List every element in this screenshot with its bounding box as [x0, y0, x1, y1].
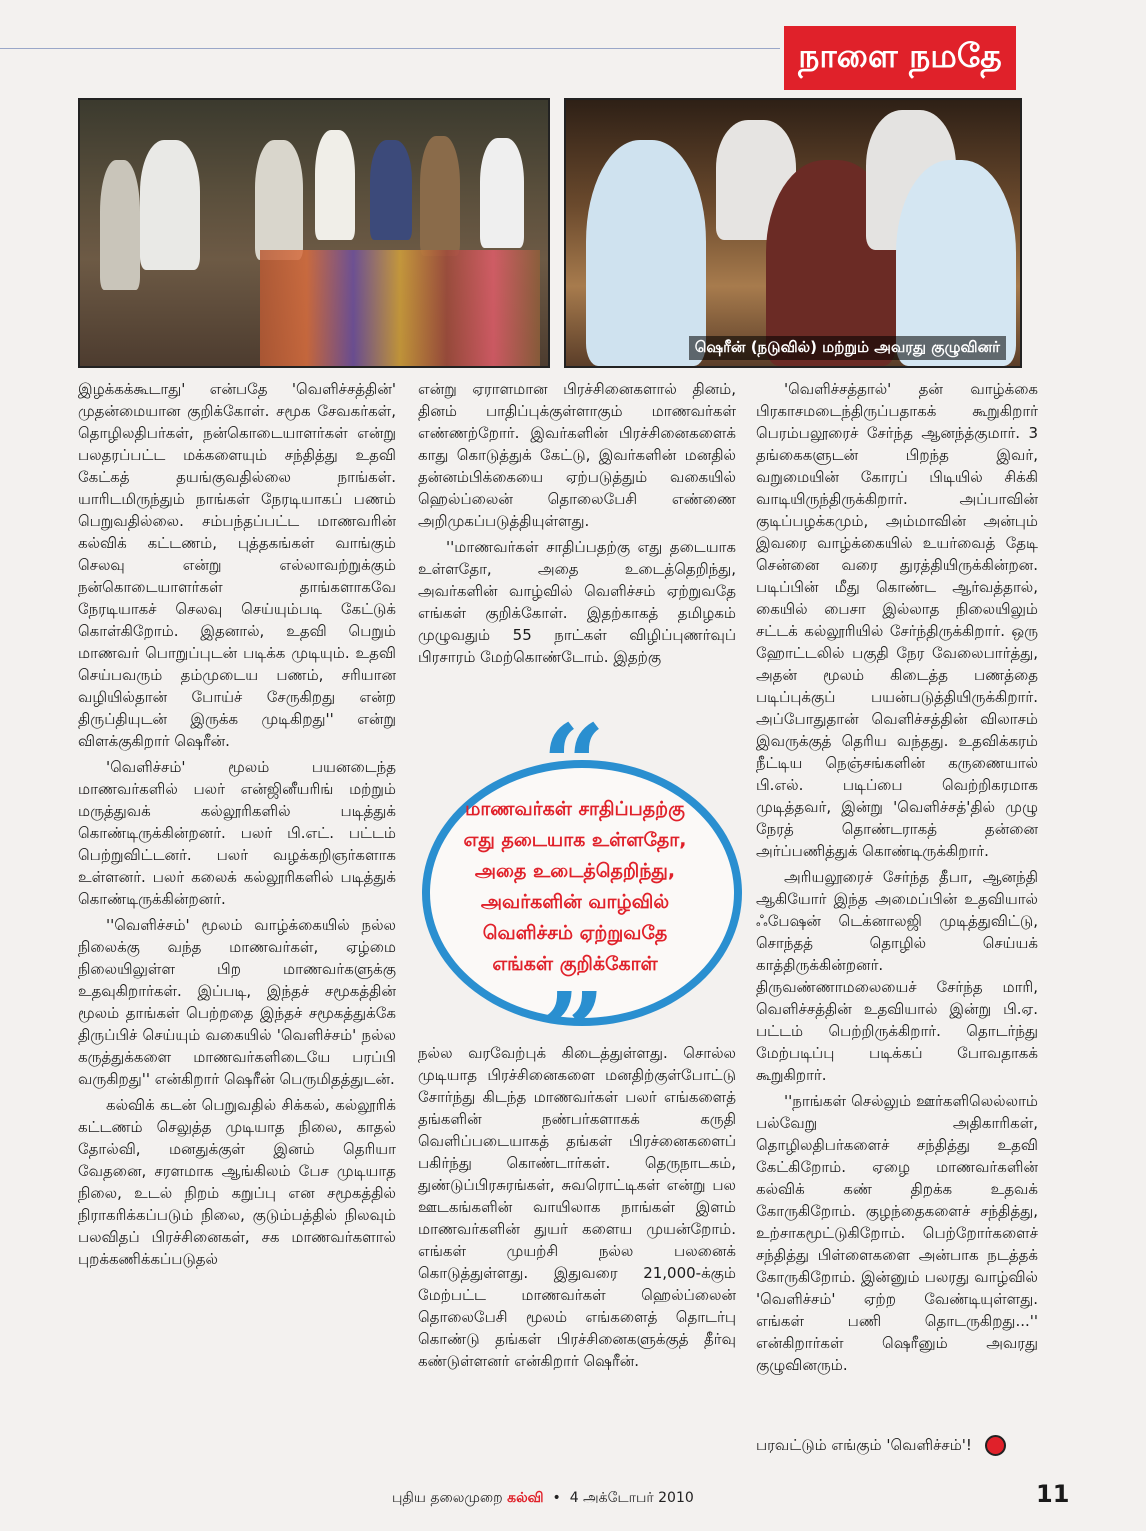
col3-paragraph: ''நாங்கள் செல்லும் ஊர்களிலெல்லாம் பல்வேறு அதிகாரிகள், தொழிலதிபர்களைச் சந்தித்து உதவி கேட்கிறோம். ஏழை மாணவர்களின் கல்விக் கண் திறக்க உதவக் கோருகிறோம். குழந்தைகளைச் சந்தித்து, உற்சாகமூட்டுகிறோம். பெற்றோர்களைச் சந்தித்து பிள்ளைகளை அன்பாக நடத்தக் கோருகிறோம். இன்னும் பலரது வாழ்வில் 'வெளிச்சம்' ஏற்ற வேண்டியுள்ளது. எங்கள் பணி தொடருகிறது...'' என்கிறார்கள் ஷெரீனும் அவரது குழுவினரும்.: [756, 1092, 1038, 1374]
col3-paragraph: அரியலூரைச் சேர்ந்த தீபா, ஆனந்தி ஆகியோர் இந்த அமைப்பின் உதவியால் ஃபேஷன் டெக்னாலஜி முடித்துவிட்டு, சொந்தத் தொழில் செய்யக் காத்திருக்கின்றனர். திருவண்ணாமலையைச் சேர்ந்த மாரி, வெளிச்சத்தின் உதவியால் இன்று பி.ஏ. பட்டம் பெற்றிருக்கிறார். தொடர்ந்து மேற்படிப்பு படிக்கப் போவதாகக் கூறுகிறார்.: [756, 868, 1038, 1084]
pull-quote-text: [442, 794, 708, 980]
photo-team-portrait: [564, 98, 1022, 368]
end-mark-icon: [985, 1435, 1006, 1456]
section-tag: நாளை நமதே: [784, 26, 1016, 90]
closing-text: பரவட்டும் எங்கும் 'வெளிச்சம்'!: [756, 1436, 972, 1454]
pull-quote-line: அவர்களின் வாழ்வில்: [480, 891, 670, 913]
pull-quote-line: எது தடையாக உள்ளதோ,: [463, 829, 687, 851]
pull-quote-line: அதை உடைத்தெறிந்து,: [474, 860, 676, 882]
column-2-continued: [418, 1042, 736, 1372]
column-1: [78, 378, 396, 1274]
footer-separator: •: [552, 1490, 561, 1506]
close-quote-icon: ”: [542, 968, 606, 1097]
top-rule: [0, 0, 780, 49]
col1-paragraph: 'வெளிச்சம்' மூலம் பயனடைந்த மாணவர்களில் பலர் என்ஜினீயரிங் மற்றும் மருத்துவக் கல்லூரிகளில் படித்துக் கொண்டிருக்கின்றனர். பலர் பி.எட். பட்டம் பெற்றுவிட்டனர். பலர் வழக்கறிஞர்களாக உள்ளனர். பலர் கலைக் கல்லூரிகளில் படித்துக் கொண்டிருக்கின்றனர்.: [78, 758, 396, 908]
col1-paragraph: கல்விக் கடன் பெறுவதில் சிக்கல், கல்லூரிக் கட்டணம் செலுத்த முடியாத நிலை, காதல் தோல்வி, மனதுக்குள் இனம் தெரியா வேதனை, சரளமாக ஆங்கிலம் பேச முடியாத நிலை, உடல் நிறம் கறுப்பு என சமூகத்தில் நிராகரிக்கப்படும் நிலை, குடும்பத்தில் நிலவும் பலவிதப் பிரச்சினைகள், சக மாணவர்களால் புறக்கணிக்கப்படுதல்: [78, 1096, 396, 1268]
col2-paragraph: என்று ஏராளமான பிரச்சினைகளால் தினம், தினம் பாதிப்புக்குள்ளாகும் மாணவர்கள் எண்ணற்றோர். இவர்களின் பிரச்சினைகளைக் காது கொடுத்துக் கேட்டு, இவர்களின் மனதில் தன்னம்பிக்கையை ஏற்படுத்தும் வகையில் ஹெல்ப்லைன் தொலைபேசி எண்ணை அறிமுகப்படுத்தியுள்ளது.: [418, 380, 736, 530]
col3-paragraph: 'வெளிச்சத்தால்' தன் வாழ்க்கை பிரகாசமடைந்திருப்பதாகக் கூறுகிறார் பெரம்பலூரைச் சேர்ந்த ஆனந்த்குமார். 3 தங்கைகளுடன் பிறந்த இவர், வறுமையின் கோரப் பிடியில் சிக்கி வாடியிருந்திருக்கிறார். அப்பாவின் குடிப்பழக்கமும், அம்மாவின் அன்பும் இவரை வாழ்க்கையில் உயர்வைத் தேடி சென்னை வரை துரத்தியிருக்கின்றன. படிப்பின் மீது கொண்ட ஆர்வத்தால், கையில் பைசா இல்லாத நிலையிலும் சட்டக் கல்லூரியில் சேர்ந்திருக்கிறார். ஒரு ஹோட்டலில் பகுதி நேர வேலைபார்த்து, அதன் மூலம் கிடைத்த பணத்தை படிப்புக்குப் பயன்படுத்தியிருக்கிறார். அப்போதுதான் வெளிச்சத்தின் விலாசம் இவருக்குத் தெரிய வந்தது. உதவிக்கரம் நீட்டிய நெஞ்சங்களின் கருணையால் பி.எல். படிப்பை வெற்றிகரமாக முடித்தவர், இன்று 'வெளிச்சத்'தில் முழு நேரத் தொண்டராகத் தன்னை அர்ப்பணித்துக் கொண்டிருக்கிறார்.: [756, 380, 1038, 860]
photo-caption: ஷெரீன் (நடுவில்) மற்றும் அவரது குழுவினர்: [689, 336, 1006, 360]
footer: [392, 1490, 694, 1508]
footer-date: 4 அக்டோபர் 2010: [569, 1490, 694, 1506]
column-3: [756, 378, 1038, 1380]
closing-line: [756, 1434, 1056, 1456]
pull-quote-line: வெளிச்சம் ஏற்றுவதே: [482, 922, 668, 944]
pull-quote: [412, 700, 742, 1097]
pull-quote-line: மாணவர்கள் சாதிப்பதற்கு: [465, 798, 685, 820]
footer-magazine: புதிய தலைமுறை: [392, 1490, 503, 1506]
page-number: 11: [1036, 1480, 1070, 1508]
col1-paragraph: இழக்கக்கூடாது' என்பதே 'வெளிச்சத்தின்' முதன்மையான குறிக்கோள். சமூக சேவகர்கள், தொழிலதிபர்கள், நன்கொடையாளர்கள் என்று பலதரப்பட்ட மக்களையும் சந்தித்து உதவி கேட்கத் தயங்குவதில்லை நாங்கள். யாரிடமிருந்தும் நாங்கள் நேரடியாகப் பணம் பெறுவதில்லை. சம்பந்தப்பட்ட மாணவரின் கல்விக் கட்டணம், புத்தகங்கள் வாங்கும் செலவு என்று எல்லாவற்றுக்கும் நன்கொடையாளர்கள் தாங்களாகவே நேரடியாகச் செலவு செய்யும்படி கேட்டுக் கொள்கிறோம். இதனால், உதவி பெறும் மாணவர் பொறுப்புடன் படிக்க முடியும். உதவி செய்பவரும் தம்முடைய பணம், சரியான வழியில்தான் போய்ச் சேருகிறது என்ற திருப்தியுடன் இருக்க முடிகிறது'' என்று விளக்குகிறார் ஷெரீன்.: [78, 380, 396, 750]
col1-paragraph: ''வெளிச்சம்' மூலம் வாழ்க்கையில் நல்ல நிலைக்கு வந்த மாணவர்கள், ஏழ்மை நிலையிலுள்ள பிற மாணவர்களுக்கு உதவுகிறார்கள். இப்படி, இந்தச் சமூகத்தின் மூலம் தாங்கள் பெற்றதை இந்தச் சமூகத்துக்கே திருப்பிச் செய்யும் வகையில் 'வெளிச்சம்' நல்ல கருத்துக்களை மாணவர்களிடையே பரப்பி வருகிறது'' என்கிறார் ஷெரீன் பெருமிதத்துடன்.: [78, 916, 396, 1088]
open-quote-icon: “: [542, 700, 606, 829]
col2-paragraph: நல்ல வரவேற்புக் கிடைத்துள்ளது. சொல்ல முடியாத பிரச்சினைகளை மனதிற்குள்போட்டு சோர்ந்து கிடந்த மாணவர்கள் பலர் எங்களைத் தங்களின் நண்பர்களாகக் கருதி வெளிப்படையாகத் தங்கள் பிரச்னைகளைப் பகிர்ந்து கொண்டார்கள். தெருநாடகம், துண்டுப்பிரசுரங்கள், சுவரொட்டிகள் என்று பல ஊடகங்களின் வாயிலாக நாங்கள் இளம் மாணவர்களின் துயர் களைய முயன்றோம். எங்கள் முயற்சி நல்ல பலனைக் கொடுத்துள்ளது. இதுவரை 21,000-க்கும் மேற்பட்ட மாணவர்கள் ஹெல்ப்லைன் தொலைபேசி மூலம் எங்களைத் தொடர்பு கொண்டு தங்கள் பிரச்சினைகளுக்குத் தீர்வு கண்டுள்ளனர் என்கிறார் ஷெரீன்.: [418, 1044, 736, 1370]
footer-brand: கல்வி: [507, 1490, 544, 1506]
pull-quote-line: எங்கள் குறிக்கோள்: [492, 953, 658, 975]
col2-paragraph: ''மாணவர்கள் சாதிப்பதற்கு எது தடையாக உள்ளதோ, அதை உடைத்தெறிந்து, அவர்களின் வாழ்வில் வெளிச்சம் ஏற்றுவதே எங்கள் குறிக்கோள். இதற்காகத் தமிழகம் முழுவதும் 55 நாட்கள் விழிப்புணர்வுப் பிரசாரம் மேற்கொண்டோம். இதற்கு: [418, 538, 736, 666]
column-2: [418, 378, 736, 672]
photo-children-gathering: [78, 98, 550, 368]
